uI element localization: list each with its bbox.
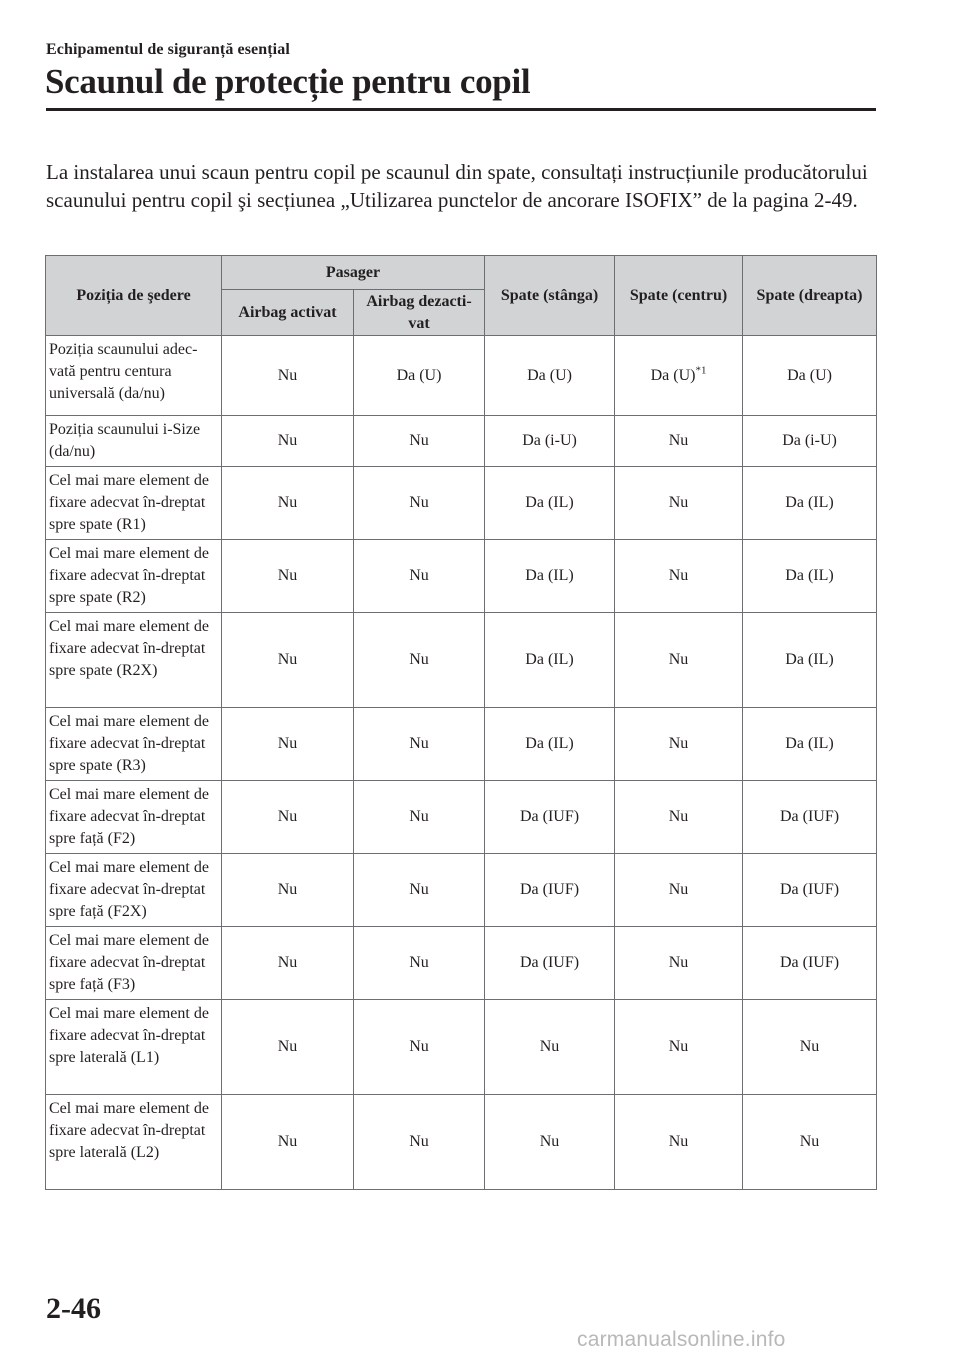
table-row: [46, 1095, 877, 1190]
cell-value: Nu: [668, 1038, 689, 1055]
cell-airbag-on: [222, 336, 354, 416]
row-position-label: Cel mai mare element de fixare adecvat în-dreptat spre spate (R1): [46, 467, 222, 540]
cell-value: Nu: [668, 808, 689, 825]
page-number: 2-46: [46, 1292, 101, 1325]
cell-value: Nu: [409, 1038, 429, 1055]
cell-airbag-on: [222, 613, 354, 708]
cell-rear-left: [485, 927, 615, 1000]
cell-value: Da (IL): [785, 494, 834, 511]
cell-value: Nu: [668, 1133, 689, 1150]
table-row: [46, 540, 877, 613]
cell-value: Nu: [539, 1133, 560, 1150]
cell-rear-left: [485, 540, 615, 613]
cell-value: Da (IUF): [779, 881, 840, 898]
cell-rear-right: [743, 927, 877, 1000]
cell-rear-right: [743, 1000, 877, 1095]
cell-value: Nu: [277, 651, 298, 668]
cell-rear-right: [743, 708, 877, 781]
cell-rear-left: [485, 1000, 615, 1095]
cell-rear-right: [743, 1095, 877, 1190]
cell-value: Nu: [668, 494, 689, 511]
header-rear-center: Spate (centru): [615, 256, 743, 336]
cell-value: Nu: [668, 735, 689, 752]
table-body: [46, 336, 877, 1190]
table-row: [46, 467, 877, 540]
cell-airbag-off: [354, 1095, 485, 1190]
cell-value: Nu: [799, 1038, 820, 1055]
cell-value: Nu: [409, 432, 429, 449]
cell-value: Nu: [799, 1133, 820, 1150]
cell-rear-right: [743, 613, 877, 708]
cell-rear-left: [485, 416, 615, 467]
cell-airbag-off: [354, 781, 485, 854]
cell-rear-center: [615, 854, 743, 927]
cell-value: Da (IUF): [519, 881, 580, 898]
cell-rear-right: [743, 854, 877, 927]
page-title: Scaunul de protecție pentru copil: [45, 62, 531, 101]
cell-airbag-on: [222, 781, 354, 854]
cell-value: Nu: [409, 1133, 429, 1150]
cell-airbag-off: [354, 854, 485, 927]
cell-rear-right: [743, 336, 877, 416]
cell-value: Da (i-U): [522, 432, 577, 449]
cell-rear-left: [485, 613, 615, 708]
cell-value: Nu: [277, 808, 298, 825]
cell-rear-left: [485, 781, 615, 854]
cell-airbag-off: [354, 336, 485, 416]
row-position-label: Cel mai mare element de fixare adecvat în-dreptat spre laterală (L1): [46, 1000, 222, 1095]
table-row: [46, 854, 877, 927]
cell-value: Da (IL): [785, 651, 834, 668]
header-rear-left: Spate (stânga): [485, 256, 615, 336]
cell-rear-center: [615, 416, 743, 467]
cell-airbag-on: [222, 416, 354, 467]
cell-value: Nu: [409, 808, 429, 825]
cell-value: Nu: [277, 1038, 298, 1055]
cell-value: Nu: [409, 954, 429, 971]
cell-rear-left: [485, 467, 615, 540]
cell-value: Da (IUF): [779, 808, 840, 825]
cell-value: Da (U): [787, 366, 832, 384]
child-seat-compatibility-table: [45, 255, 877, 1190]
cell-value: Nu: [668, 954, 689, 971]
cell-value: Nu: [409, 651, 429, 668]
cell-value: Da (IUF): [779, 954, 840, 971]
cell-value: Nu: [277, 735, 298, 752]
cell-value: Da (IL): [785, 735, 834, 752]
cell-rear-right: [743, 540, 877, 613]
row-position-label: Cel mai mare element de fixare adecvat în-dreptat spre spate (R2): [46, 540, 222, 613]
cell-rear-center: [615, 927, 743, 1000]
cell-airbag-off: [354, 416, 485, 467]
title-divider: [46, 108, 876, 111]
cell-rear-left: [485, 708, 615, 781]
cell-airbag-off: [354, 613, 485, 708]
cell-value: Nu: [277, 432, 298, 449]
cell-value: Da (i-U): [782, 432, 837, 449]
cell-value: Nu: [668, 567, 689, 584]
cell-value: Nu: [277, 567, 298, 584]
cell-rear-left: [485, 1095, 615, 1190]
row-position-label: Cel mai mare element de fixare adecvat în-dreptat spre laterală (L2): [46, 1095, 222, 1190]
cell-rear-center: [615, 708, 743, 781]
cell-value: Da (U): [650, 366, 696, 384]
cell-value: Da (IL): [525, 735, 574, 752]
row-position-label: Cel mai mare element de fixare adecvat în-dreptat spre față (F2X): [46, 854, 222, 927]
cell-rear-left: [485, 336, 615, 416]
cell-value: Nu: [409, 881, 429, 898]
cell-value: Da (U): [527, 366, 572, 384]
cell-value: Da (IL): [525, 494, 574, 511]
row-position-label: Poziția scaunului adec-vată pentru centura universală (da/nu): [46, 336, 222, 416]
cell-rear-right: [743, 416, 877, 467]
cell-rear-center: [615, 467, 743, 540]
table-row: [46, 781, 877, 854]
intro-paragraph: La instalarea unui scaun pentru copil pe scaunul din spate, consultați instrucțiunile producătorului scaunului pentru copil şi secțiunea „Utilizarea punctelor de ancorare ISOFIX” de la pagina 2-49.: [46, 160, 868, 212]
cell-value: Da (IL): [525, 651, 574, 668]
cell-value: Nu: [409, 735, 429, 752]
table-row: [46, 613, 877, 708]
cell-airbag-on: [222, 854, 354, 927]
cell-value: Nu: [277, 954, 298, 971]
cell-value: Nu: [539, 1038, 560, 1055]
row-position-label: Cel mai mare element de fixare adecvat în-dreptat spre spate (R2X): [46, 613, 222, 708]
cell-airbag-on: [222, 467, 354, 540]
cell-airbag-on: [222, 708, 354, 781]
cell-airbag-off: [354, 1000, 485, 1095]
cell-value: Da (U): [396, 366, 442, 384]
cell-rear-center: [615, 1000, 743, 1095]
cell-value: Nu: [668, 881, 689, 898]
table-row: [46, 708, 877, 781]
cell-airbag-on: [222, 540, 354, 613]
cell-rear-right: [743, 467, 877, 540]
cell-rear-left: [485, 854, 615, 927]
cell-rear-center: [615, 613, 743, 708]
cell-rear-right: [743, 781, 877, 854]
cell-rear-center: [615, 1095, 743, 1190]
cell-value: Nu: [277, 1133, 298, 1150]
cell-value: Nu: [277, 366, 298, 384]
header-seating-position: Poziția de şedere: [46, 256, 222, 336]
cell-value: Da (IUF): [519, 954, 580, 971]
cell-airbag-on: [222, 927, 354, 1000]
cell-rear-center: [615, 336, 743, 416]
header-airbag-on: Airbag activat: [222, 290, 354, 336]
table-row: [46, 336, 877, 416]
table-row: [46, 416, 877, 467]
cell-value: Nu: [277, 494, 298, 511]
header-airbag-off: Airbag dezacti-vat: [354, 290, 485, 336]
cell-value: Nu: [668, 432, 689, 449]
cell-airbag-on: [222, 1000, 354, 1095]
cell-value: Nu: [409, 494, 429, 511]
cell-airbag-on: [222, 1095, 354, 1190]
header-passenger: Pasager: [222, 256, 485, 290]
row-position-label: Cel mai mare element de fixare adecvat în-dreptat spre față (F2): [46, 781, 222, 854]
cell-value: Nu: [409, 567, 429, 584]
table-row: [46, 927, 877, 1000]
cell-airbag-off: [354, 927, 485, 1000]
row-position-label: Cel mai mare element de fixare adecvat în-dreptat spre spate (R3): [46, 708, 222, 781]
watermark: carmanualsonline.info: [577, 1328, 786, 1351]
section-label: Echipamentul de siguranță esențial: [46, 41, 290, 58]
row-position-label: Poziția scaunului i-Size (da/nu): [46, 416, 222, 467]
cell-value: Nu: [277, 881, 298, 898]
cell-value: Da (IUF): [519, 808, 580, 825]
cell-value: Da (IL): [525, 567, 574, 584]
row-position-label: Cel mai mare element de fixare adecvat în-dreptat spre față (F3): [46, 927, 222, 1000]
cell-airbag-off: [354, 708, 485, 781]
cell-rear-center: [615, 781, 743, 854]
cell-value: Nu: [668, 651, 689, 668]
footnote-marker: *1: [695, 364, 707, 377]
cell-airbag-off: [354, 540, 485, 613]
table-row: [46, 1000, 877, 1095]
cell-value: Da (IL): [785, 567, 834, 584]
header-rear-right: Spate (dreapta): [743, 256, 877, 336]
cell-airbag-off: [354, 467, 485, 540]
cell-rear-center: [615, 540, 743, 613]
